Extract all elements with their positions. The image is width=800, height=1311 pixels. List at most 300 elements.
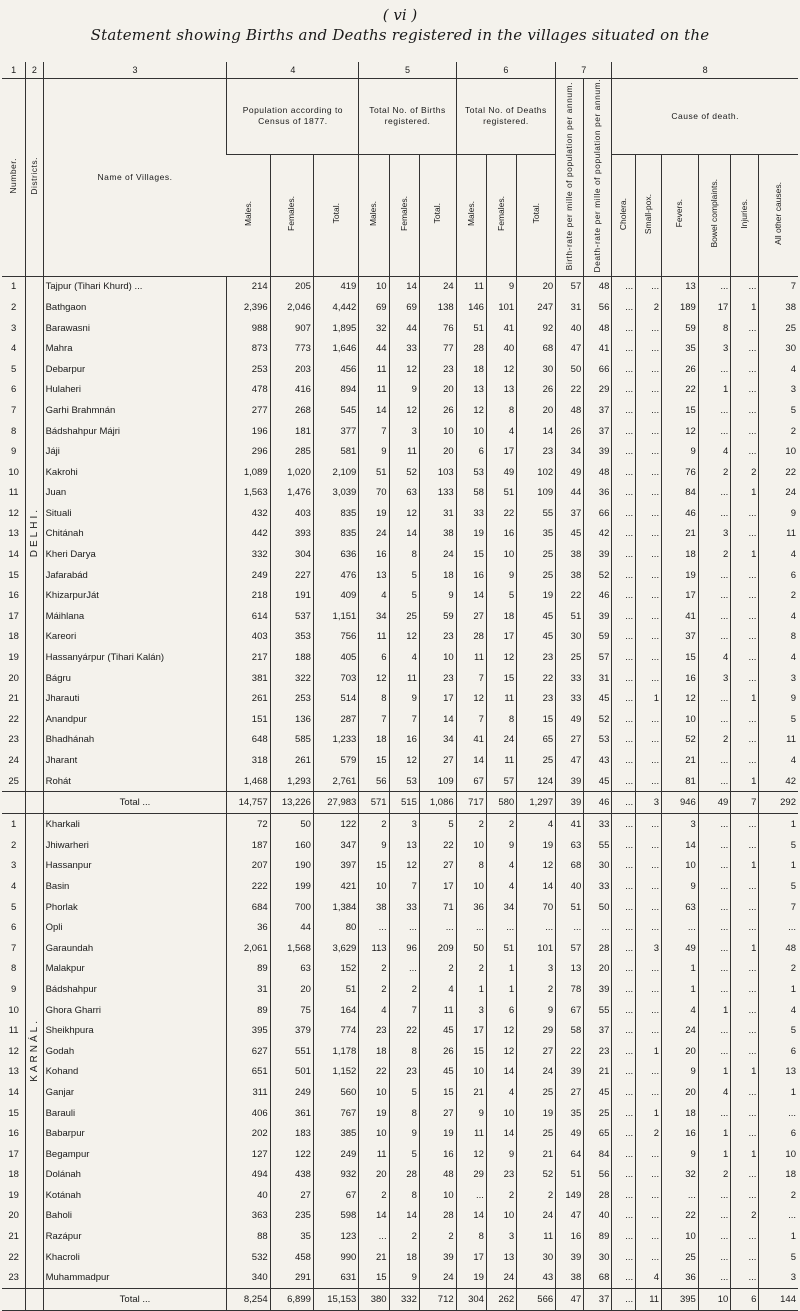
cell: ... [731,730,759,751]
cell: 7 [456,709,486,730]
cell: 10 [359,276,389,297]
females-header: Females. [270,154,313,276]
cell: 57 [584,647,612,668]
cell: 988 [227,318,270,339]
cell: 18 [419,565,456,586]
cell: ... [731,668,759,689]
cell: ... [731,627,759,648]
cell: 45 [517,606,556,627]
cell: 26 [556,421,584,442]
row-number: 2 [10,839,17,851]
cell: 51 [359,462,389,483]
cell: 5 [759,876,798,897]
cell: ... [698,482,730,503]
cell: 14 [517,876,556,897]
cell: ... [698,400,730,421]
cell: 46 [584,585,612,606]
row-number: 11 [8,487,19,499]
cell: 10 [456,835,486,856]
cell: 30 [556,627,584,648]
cell: 20 [662,1082,699,1103]
cell: 253 [270,688,313,709]
cell: 23 [389,1062,419,1083]
cell: 381 [227,668,270,689]
cell: 6 [759,565,798,586]
cell: 5 [389,565,419,586]
injuries-header: Injuries. [731,154,759,276]
village-name: Khacroli [43,1247,227,1268]
cell: ... [636,771,662,792]
table-row [2,771,798,792]
cell: 894 [313,380,358,401]
cell: 84 [662,482,699,503]
males-header: Males. [359,154,389,276]
cell: ... [698,1185,730,1206]
cell: 24 [517,1206,556,1227]
village-name: Jafarabád [43,565,227,586]
row-number: 17 [8,610,19,622]
cell: ... [612,1247,636,1268]
cell: 19 [517,585,556,606]
cell: ... [636,835,662,856]
row-number: 6 [10,922,17,934]
cell: 9 [419,585,456,606]
cell: 40 [584,1206,612,1227]
cell: ... [612,1164,636,1185]
group-header-row [2,79,798,155]
cell: 5 [486,585,516,606]
cell: 19 [517,1103,556,1124]
row-number: 11 [8,1025,19,1037]
cell: 2 [359,979,389,1000]
cell: 4 [486,876,516,897]
cell: 5 [759,1020,798,1041]
cell [2,792,26,814]
cell: 58 [556,1020,584,1041]
cell: 16 [556,1226,584,1247]
cell: 44 [389,318,419,339]
cell: 835 [313,524,358,545]
cell: ... [759,917,798,938]
cell: 31 [556,297,584,318]
cell: 27 [556,1082,584,1103]
cell: 33 [584,876,612,897]
cell: ... [612,771,636,792]
cell: 136 [270,709,313,730]
cell: ... [731,876,759,897]
cell: ... [612,1206,636,1227]
total-cell: 946 [662,792,699,814]
total-cell: 144 [759,1289,798,1311]
total-cell: 1,297 [517,792,556,814]
cell: 39 [556,1062,584,1083]
row-number: 19 [8,1189,19,1201]
total-cell: 515 [389,792,419,814]
cell: 42 [759,771,798,792]
cell: 12 [389,750,419,771]
cell: 68 [556,856,584,877]
cell: ... [612,1144,636,1165]
cell: 14 [662,835,699,856]
cell: 1 [456,979,486,1000]
cell: 10 [486,1206,516,1227]
cell: 20 [270,979,313,1000]
cell: 24 [662,1020,699,1041]
cell: 19 [662,565,699,586]
cell: 322 [270,668,313,689]
cell: 23 [419,627,456,648]
districts-header: Districts. [26,79,43,277]
cell: 67 [313,1185,358,1206]
table-row [2,835,798,856]
cell: 377 [313,421,358,442]
cell: 14 [456,1206,486,1227]
cell: ... [636,1164,662,1185]
cell: 340 [227,1267,270,1288]
cell: 19 [456,524,486,545]
total-cell: ... [612,1289,636,1311]
cell: 10 [456,876,486,897]
cell: ... [486,917,516,938]
row-number: 21 [8,1231,19,1243]
row-number: 3 [10,860,17,872]
total-cell: 712 [419,1289,456,1311]
cell: 419 [313,276,358,297]
cell: 56 [359,771,389,792]
cell: 25 [517,1082,556,1103]
cell: 12 [389,627,419,648]
cell: ... [698,1103,730,1124]
cell: 78 [556,979,584,1000]
cell: 700 [270,897,313,918]
cell: 71 [419,897,456,918]
table-row [2,318,798,339]
cell: 69 [359,297,389,318]
cell: 12 [456,688,486,709]
cell: 5 [389,1144,419,1165]
cell: 26 [662,359,699,380]
cell: ... [698,1247,730,1268]
cell: 52 [389,462,419,483]
cell: 5 [759,835,798,856]
total-cell: 3 [636,792,662,814]
village-name: Jáji [43,441,227,462]
cell: 52 [662,730,699,751]
cell: 363 [227,1206,270,1227]
cell: ... [636,668,662,689]
village-name: Hassanpur [43,856,227,877]
cell: 49 [556,1123,584,1144]
cell: 81 [662,771,699,792]
small-pox-header: Small-pox. [636,154,662,276]
cell: 22 [556,380,584,401]
cell: 10 [419,647,456,668]
cell: 33 [556,688,584,709]
statement-table [2,62,798,1311]
table-row [2,876,798,897]
village-name: Basin [43,876,227,897]
cell: ... [636,1000,662,1021]
cell [2,1289,26,1311]
village-name: Bathgaon [43,297,227,318]
row-number: 1 [10,281,17,293]
cell: 50 [584,897,612,918]
cell: 2 [759,585,798,606]
cell: 12 [662,688,699,709]
cell: 65 [584,1123,612,1144]
cell: 4 [759,606,798,627]
table-row [2,856,798,877]
row-number: 9 [10,446,17,458]
cell: 50 [556,359,584,380]
cell: 26 [419,1041,456,1062]
cell: 207 [227,856,270,877]
cell: 52 [517,1164,556,1185]
cell: ... [731,318,759,339]
cell: 395 [227,1020,270,1041]
cell: 1 [731,688,759,709]
cell: ... [612,297,636,318]
cell: 1 [759,814,798,835]
cell: 15 [662,400,699,421]
cell: 38 [359,897,389,918]
cell: 189 [662,297,699,318]
fevers-header: Fevers. [662,154,699,276]
cell: 11 [486,750,516,771]
cell: 6 [759,1123,798,1144]
cell: ... [612,730,636,751]
cell: 16 [662,668,699,689]
cell: ... [612,668,636,689]
cell: 12 [389,400,419,421]
cell: ... [731,565,759,586]
table-row [2,1062,798,1083]
cell: 7 [456,668,486,689]
cell: ... [698,771,730,792]
cell: 585 [270,730,313,751]
cell: ... [731,1185,759,1206]
cell: 268 [270,400,313,421]
cell: ... [698,1206,730,1227]
cell: 70 [359,482,389,503]
cell: 4 [359,585,389,606]
cell: 2 [359,814,389,835]
cell: 14 [359,400,389,421]
cell: ... [698,856,730,877]
cell: 34 [419,730,456,751]
cell: 8 [698,318,730,339]
row-number: 14 [8,1086,19,1098]
cell: 27 [456,606,486,627]
cell: 1 [731,297,759,318]
row-number: 13 [8,528,19,540]
table-body [2,276,798,1311]
cell: ... [612,276,636,297]
cell: 23 [517,688,556,709]
cell: 37 [584,400,612,421]
cell: 598 [313,1206,358,1227]
village-name: Hulaheri [43,380,227,401]
cell: ... [636,359,662,380]
cell: 63 [556,835,584,856]
cell: 190 [270,856,313,877]
cell: 18 [759,1164,798,1185]
cell: 432 [227,503,270,524]
cell: 77 [419,338,456,359]
cell: 89 [227,1000,270,1021]
cell: 20 [517,400,556,421]
cell: 57 [556,276,584,297]
cell: ... [612,359,636,380]
cell: 21 [359,1247,389,1268]
cell: 122 [270,1144,313,1165]
cell: ... [731,917,759,938]
cell: 51 [486,482,516,503]
cell: 11 [456,276,486,297]
cell: 84 [584,1144,612,1165]
cell: 13 [662,276,699,297]
cell: 627 [227,1041,270,1062]
cell: ... [636,338,662,359]
cell: 14 [456,750,486,771]
cell: 3 [698,338,730,359]
cell: 311 [227,1082,270,1103]
cell: 458 [270,1247,313,1268]
col-number: 6 [456,62,555,79]
cell: ... [612,524,636,545]
cell: 152 [313,959,358,980]
cell: ... [612,606,636,627]
cell: 1 [662,959,699,980]
cell: 2,109 [313,462,358,483]
cell: ... [698,814,730,835]
cell: 160 [270,835,313,856]
cell: ... [731,524,759,545]
cell: 15 [359,750,389,771]
row-number: 2 [10,301,17,313]
cell: 1 [698,380,730,401]
cell: 14 [486,1123,516,1144]
cell: 113 [359,938,389,959]
cell: 37 [556,503,584,524]
cell: 138 [419,297,456,318]
village-name: Barauli [43,1103,227,1124]
village-name: Barawasni [43,318,227,339]
cell: ... [636,1206,662,1227]
cell: ... [612,1267,636,1288]
row-number: 22 [8,713,19,725]
cell: 2 [486,814,516,835]
cell: ... [698,1226,730,1247]
cell: 361 [270,1103,313,1124]
cell: 17 [486,441,516,462]
table-row [2,441,798,462]
cell: 3 [759,1267,798,1288]
total-label: Total ... [43,1289,227,1311]
table-row [2,688,798,709]
cell: 53 [456,462,486,483]
cell: 36 [227,917,270,938]
total-cell: 304 [456,1289,486,1311]
cell: 3,629 [313,938,358,959]
cell: ... [731,606,759,627]
row-number: 7 [10,942,17,954]
total-label: Total ... [43,792,227,814]
cell: 1 [662,979,699,1000]
cell: 16 [389,730,419,751]
cell: 218 [227,585,270,606]
total-cell: 13,226 [270,792,313,814]
cell: 8 [456,1226,486,1247]
cell: 703 [313,668,358,689]
cell: 66 [584,359,612,380]
village-name: Dolánah [43,1164,227,1185]
cell: 3 [662,814,699,835]
cell: 187 [227,835,270,856]
cell: ... [698,1267,730,1288]
cell: 20 [359,1164,389,1185]
cell: ... [636,814,662,835]
cell: 7 [359,709,389,730]
cell: 648 [227,730,270,751]
cholera-header: Cholera. [612,154,636,276]
cell: 8 [389,1185,419,1206]
cell: 27 [419,1103,456,1124]
cell: 28 [584,1185,612,1206]
village-name: Bhadhánah [43,730,227,751]
cell: 3 [759,380,798,401]
cell: ... [636,1020,662,1041]
cell: 18 [662,1103,699,1124]
cell: 6 [456,441,486,462]
cell: 25 [556,647,584,668]
cell: 12 [359,668,389,689]
cell: ... [359,917,389,938]
cell: 38 [759,297,798,318]
village-name: Hassanyárpur (Tihari Kalán) [43,647,227,668]
cell: 149 [556,1185,584,1206]
village-name: Malakpur [43,959,227,980]
row-number: 12 [8,1045,19,1057]
cell: ... [731,441,759,462]
cell: 9 [759,503,798,524]
row-number: 20 [8,672,19,684]
cell: 38 [556,1267,584,1288]
cell: ... [636,462,662,483]
cell: 581 [313,441,358,462]
cell: ... [636,400,662,421]
cell: 10 [419,421,456,442]
death-rate-header: Death-rate per mille of population per annum. [584,79,612,277]
cell: 7 [759,276,798,297]
cell: 8 [389,544,419,565]
cell: ... [698,1041,730,1062]
cell: 1,178 [313,1041,358,1062]
cell: 614 [227,606,270,627]
table-row [2,979,798,1000]
cell: 1,895 [313,318,358,339]
cell: ... [731,979,759,1000]
cell: 12 [517,856,556,877]
cell: ... [731,338,759,359]
cell: 1 [698,1123,730,1144]
cell: 1,476 [270,482,313,503]
cell: 1 [759,1226,798,1247]
cell: 44 [359,338,389,359]
total-cell: 566 [517,1289,556,1311]
cell: 537 [270,606,313,627]
cell: 22 [419,835,456,856]
